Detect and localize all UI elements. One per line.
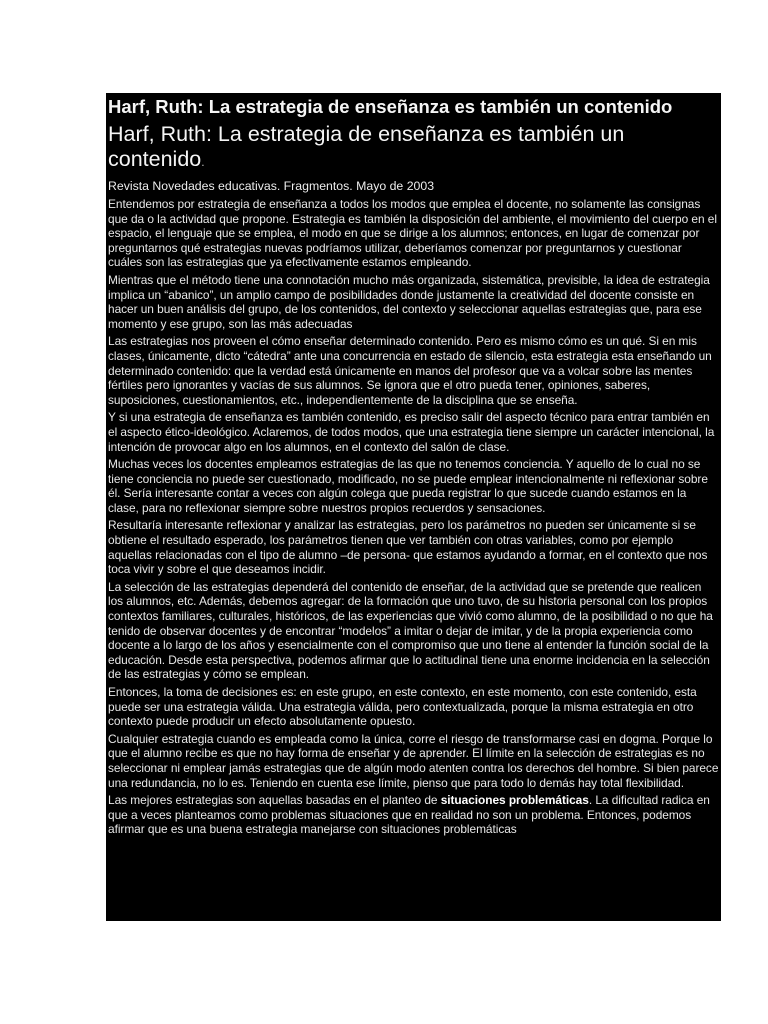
paragraph: Y si una estrategia de enseñanza es también contenido, es preciso salir del aspecto técnico para entrar también en el aspecto ético-ideológico. Aclaremos, de todos modos, que una estrategia tiene siempre un carácter intencional, la intención de provocar algo en los alumnos, en el contexto del salón de clase. [108,410,715,454]
document-title-suffix: . [201,155,205,169]
paragraph: Muchas veces los docentes empleamos estrategias de las que no tenemos conciencia. Y aquello de lo cual no se tiene conciencia no puede ser cuestionado, modificado, no se puede emplear intencionalmente ni reflexionar sobre él. Sería interesante contar a veces con algún colega que pueda registrar lo que sucede cuando estamos en la clase, para no reflexionar siempre sobre nuestros propios recuerdos y sensaciones. [108,457,708,515]
paragraph-last-end: . La dificultad radica en que a veces planteamos como problemas situaciones que en realidad no son un problema. Entonces, podemos afirmar que es una buena estrategia manejarse con situaciones problemáticas [108,793,710,837]
document-page [106,93,721,921]
paragraph: Cualquier estrategia cuando es empleada como la única, corre el riesgo de transformarse casi en dogma. Porque lo que el alumno recibe es que no hay forma de enseñar y de aprender. El límite en la selección de estrategias es no seleccionar ni emplear jamás estrategias que de algún modo atenten contra los derechos del hombre. Si bien parece una redundancia, no lo es. Teniendo en cuenta ese límite, pienso que para todo lo demás hay total flexibilidad. [108,731,719,790]
paragraph: Entonces, la toma de decisiones es: en este grupo, en este contexto, en este momento, con este contenido, esta puede ser una estrategia válida. Una estrategia válida, pero contextualizada, porque la misma estrategia en otro contexto puede producir un efecto absolutamente opuesto. [108,685,697,729]
paragraph: La selección de las estrategias dependerá del contenido de enseñar, de la actividad que se pretende que realicen los alumnos, etc. Además, debemos agregar: de la formación que uno tuvo, de su historia personal con los propios contextos familiares, culturales, históricos, de las experiencias que vivió como alumno, de la posibilidad o no que ha tenido de observar docentes y de encontrar “modelos” a imitar o dejar de imitar, y de la propia experiencia como docente a lo largo de los años y esencialmente con el compromiso que uno tiene al entender la función social de la educación. Desde esta perspectiva, podemos afirmar que lo actitudinal tiene una enorme incidencia en la selección de las estrategias y cómo se emplean. [108,579,713,682]
paragraph: Resultaría interesante reflexionar y analizar las estrategias, pero los parámetros no pueden ser únicamente si se obtiene el resultado esperado, los parámetros tienen que ver también con otras variables, como por ejemplo aquellas relacionadas con el tipo de alumno –de persona- que estamos ayudando a formar, en el contexto que nos toca vivir y sobre el que deseamos incidir. [108,518,708,577]
document-title [108,122,719,175]
document-heading: Harf, Ruth: La estrategia de enseñanza es también un contenido [108,96,673,117]
document-source: Revista Novedades educativas. Fragmentos. Mayo de 2003 [108,179,435,193]
paragraph-last-start: Las mejores estrategias son aquellas basadas en el planteo de [108,793,441,808]
bold-term: situaciones problemáticas [440,793,589,808]
paragraph: Las estrategias nos proveen el cómo enseñar determinado contenido. Pero es mismo cómo es un qué. Si en mis clases, únicamente, dicto “cátedra” ante una concurrencia en estado de silencio, esta estrategia esta enseñando un determinado contenido: que la verdad está únicamente en manos del profesor que va a volcar sobre las mentes fértiles pero ignorantes y vacías de sus alumnos. Se ignora que el otro pueda tener, opiniones, saberes, suposiciones, cuestionamientos, etc., independientemente de la disciplina que se enseña. [108,334,712,407]
paragraph: Mientras que el método tiene una connotación mucho más organizada, sistemática, previsible, la idea de estrategia implica un “abanico”, un amplio campo de posibilidades donde justamente la creatividad del docente consiste en hacer un buen análisis del grupo, de los contenidos, del contexto y seleccionar aquellas estrategias que, para ese momento y ese grupo, son las más adecuadas [108,272,710,331]
paragraph-last [108,793,719,837]
paragraph: Entendemos por estrategia de enseñanza a todos los modos que emplea el docente, no solamente las consignas que da o la actividad que propone. Estrategia es también la disposición del ambiente, el movimiento del cuerpo en el espacio, el lenguaje que se emplea, el modo en que se dirige a los alumnos; entonces, en lugar de comenzar por preguntarnos qué estrategias nuevas podríamos utilizar, deberíamos comenzar por preguntarnos y cuestionar cuáles son las estrategias que ya efectivamente estamos empleando. [108,197,717,270]
document-title-text: Harf, Ruth: La estrategia de enseñanza es también un contenido [108,122,625,171]
